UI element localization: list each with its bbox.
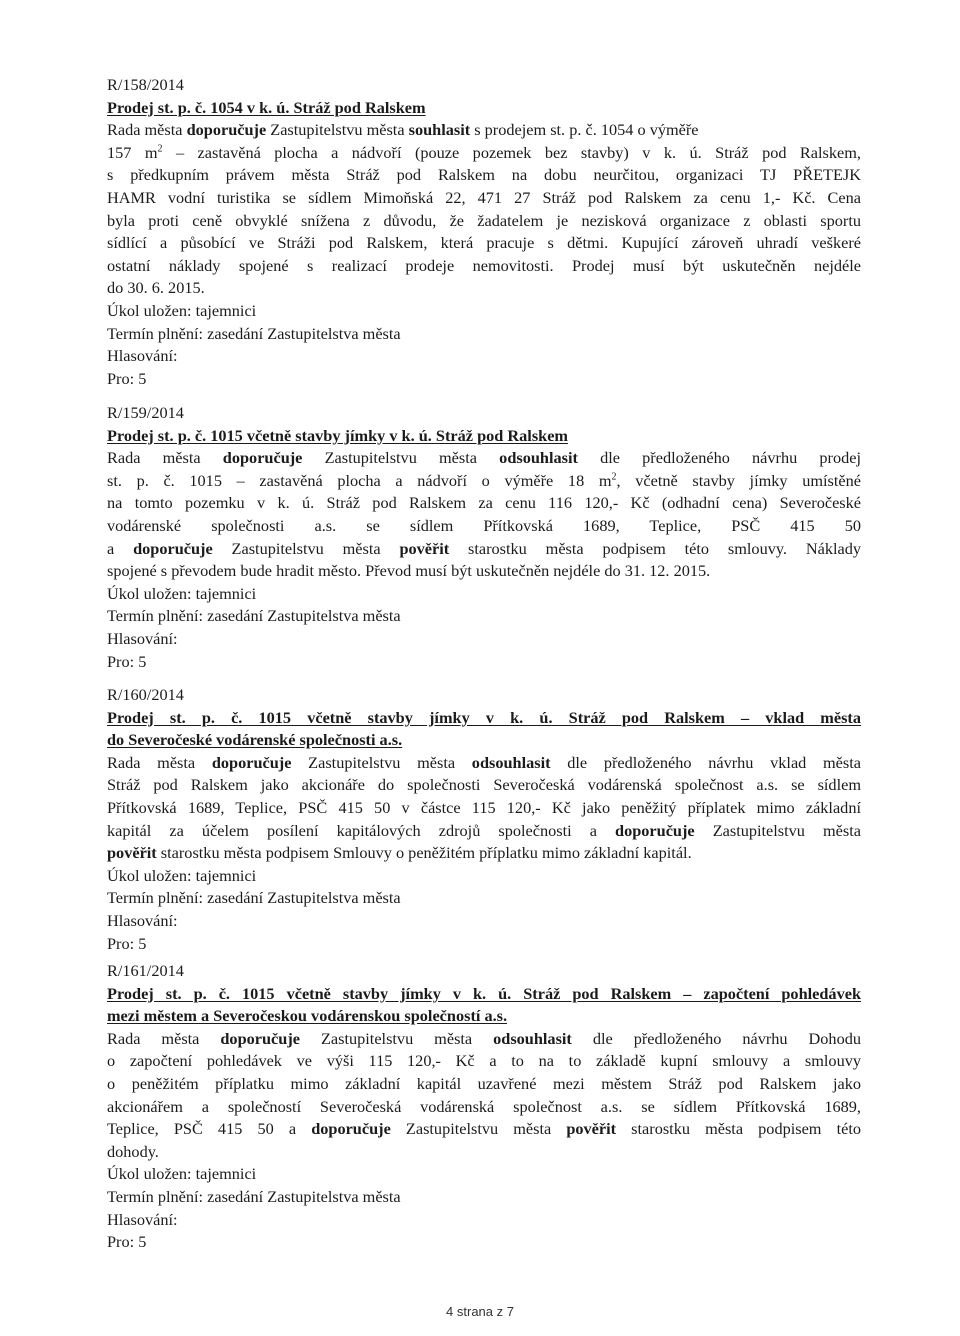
text-run: Zastupitelstvu města <box>694 820 861 840</box>
text-run: , včetně stavby jímky umístěné <box>616 470 861 490</box>
resolution-text-line <box>107 187 861 210</box>
text-run: dle předloženého návrhu Dohodu <box>571 1028 861 1048</box>
superscript: 2 <box>157 143 163 155</box>
bold-text-run: odsouhlasit <box>499 448 578 468</box>
voting-label: Hlasování: <box>107 628 178 648</box>
resolution-text-line <box>107 164 861 187</box>
text-run: Rada města <box>107 120 187 140</box>
resolution-text-line <box>107 752 861 775</box>
resolution-text-line <box>107 820 861 843</box>
voting-pro: Pro: 5 <box>107 651 147 671</box>
text-run: dle předloženého návrhu prodej <box>577 448 862 468</box>
text-run: – zastavěná plocha a nádvoří (pouze pozemek bez stavby) v k. ú. Stráž pod Ralskem, <box>162 142 861 162</box>
resolution-text-line <box>107 515 861 538</box>
resolution-number: R/159/2014 <box>107 403 184 422</box>
bold-text-run: pověřit <box>107 843 157 863</box>
resolution-text-line <box>107 560 861 583</box>
text-run: Rada města <box>107 1028 221 1048</box>
bold-text-run: odsouhlasit <box>493 1028 572 1048</box>
deadline: Termín plnění: zasedání Zastupitelstva města <box>107 1186 401 1206</box>
resolution-text-line <box>107 470 861 493</box>
bold-text-run: doporučuje <box>211 752 292 772</box>
bold-text-run: pověřit <box>566 1119 617 1139</box>
text-run: Rada města <box>107 752 212 772</box>
text-run: o započtení pohledávek ve výši 115 120,- Kč a to na to základě kupní smlouvy a smlouvy <box>107 1051 861 1071</box>
text-run: do 30. 6. 2015. <box>107 278 205 298</box>
text-run: Zastupitelstvu města <box>266 120 409 140</box>
text-run: o peněžitém příplatku mimo základní kapitál uzavřené mezi městem Stráž pod Ralskem jako <box>107 1073 861 1093</box>
text-run: dle předloženého návrhu vklad města <box>550 752 861 772</box>
resolution-text-line <box>107 1141 861 1164</box>
resolution-text-line <box>107 142 861 165</box>
bold-text-run: doporučuje <box>222 448 303 468</box>
resolution-text-line <box>107 1073 861 1096</box>
resolution-158 <box>107 74 861 390</box>
resolution-161 <box>107 960 861 1254</box>
resolution-text-line <box>107 538 861 561</box>
resolution-title: do Severočeské vodárenské společnosti a.s. <box>107 730 403 750</box>
text-run: st. p. č. 1015 – zastavěná plocha a nádvoří o výměře 18 m <box>107 470 612 490</box>
resolution-text-line <box>107 119 861 142</box>
resolution-text-line <box>107 492 861 515</box>
resolution-text-line <box>107 277 861 300</box>
text-run: s předkupním právem města Stráž pod Ralskem na dobu neurčitou, organizaci TJ PŘETEJK <box>107 165 861 185</box>
text-run: Zastupitelstvu města <box>390 1119 567 1139</box>
voting-pro: Pro: 5 <box>107 933 147 953</box>
task-assigned: Úkol uložen: tajemnici <box>107 865 257 885</box>
text-run: Zastupitelstvu města <box>291 752 472 772</box>
text-run: Rada města <box>107 448 223 468</box>
page-number: 4 strana z 7 <box>446 1304 514 1319</box>
text-run: akcionářem a společností Severočeská vodárenská společnost a.s. se sídlem Přítkovská 1689, <box>107 1096 861 1116</box>
task-assigned: Úkol uložen: tajemnici <box>107 583 257 603</box>
text-run: na tomto pozemku v k. ú. Stráž pod Ralskem za cenu 116 120,- Kč (odhadní cena) Severočeské <box>107 493 861 513</box>
voting-pro: Pro: 5 <box>107 368 147 388</box>
voting-label: Hlasování: <box>107 910 178 930</box>
text-run: HAMR vodní turistika se sídlem Mimoňská 22, 471 27 Stráž pod Ralskem za cenu 1,- Kč. Cena <box>107 187 861 207</box>
text-run: starostku města podpisem Smlouvy o peněžitém příplatku mimo základní kapitál. <box>156 843 692 863</box>
text-run: 157 m <box>107 142 158 162</box>
text-run: Zastupitelstvu města <box>299 1028 494 1048</box>
text-run: vodárenské společnosti a.s. se sídlem Přítkovská 1689, Teplice, PSČ 415 50 <box>107 515 861 535</box>
voting-label: Hlasování: <box>107 346 178 366</box>
text-run: Stráž pod Ralskem jako akcionáře do společnosti Severočeská vodárenská společnost a.s. se sídlem <box>107 775 861 795</box>
voting-label: Hlasování: <box>107 1209 178 1229</box>
task-assigned: Úkol uložen: tajemnici <box>107 300 257 320</box>
resolution-number: R/160/2014 <box>107 685 184 704</box>
text-run: Zastupitelstvu města <box>302 448 500 468</box>
bold-text-run: doporučuje <box>220 1028 300 1048</box>
text-run: Zastupitelstvu města <box>212 538 400 558</box>
text-run: ostatní náklady spojené s realizací prodeje nemovitosti. Prodej musí být uskutečněn nejdéle <box>107 255 861 275</box>
text-run: starostku města podpisem této smlouvy. Náklady <box>449 538 862 558</box>
resolution-text-line <box>107 1096 861 1119</box>
text-run: a <box>107 538 134 558</box>
resolution-text-line <box>107 774 861 797</box>
text-run: Přítkovská 1689, Teplice, PSČ 415 50 v částce 115 120,- Kč jako peněžitý příplatek mimo základní <box>107 797 861 817</box>
resolution-text-line <box>107 797 861 820</box>
deadline: Termín plnění: zasedání Zastupitelstva města <box>107 888 401 908</box>
resolution-text-line <box>107 255 861 278</box>
resolution-159 <box>107 402 861 673</box>
bold-text-run: doporučuje <box>615 820 695 840</box>
text-run: kapitál za účelem posílení kapitálových zdrojů společnosti a <box>107 820 616 840</box>
resolution-title: Prodej st. p. č. 1054 v k. ú. Stráž pod Ralskem <box>107 97 426 117</box>
resolution-number: R/158/2014 <box>107 75 184 94</box>
resolution-text-line <box>107 210 861 233</box>
text-run: sídlící a působící ve Stráži pod Ralskem, která pracuje s dětmi. Kupující zároveň uhradí veškeré <box>107 233 861 253</box>
text-run: Teplice, PSČ 415 50 a <box>107 1119 312 1139</box>
bold-text-run: odsouhlasit <box>471 752 551 772</box>
resolution-title: Prodej st. p. č. 1015 včetně stavby jímky v k. ú. Stráž pod Ralskem <box>107 425 568 445</box>
text-run: dohody. <box>107 1141 159 1161</box>
resolution-text-line <box>107 232 861 255</box>
bold-text-run: souhlasit <box>408 120 471 140</box>
text-run: starostku města podpisem této <box>616 1119 861 1139</box>
bold-text-run: pověřit <box>399 538 450 558</box>
text-run: s prodejem st. p. č. 1054 o výměře <box>470 120 699 140</box>
deadline: Termín plnění: zasedání Zastupitelstva města <box>107 606 401 626</box>
bold-text-run: doporučuje <box>311 1119 391 1139</box>
resolution-text-line <box>107 842 861 865</box>
bold-text-run: doporučuje <box>186 120 267 140</box>
bold-text-run: doporučuje <box>133 538 213 558</box>
text-run: spojené s převodem bude hradit město. Převod musí být uskutečněn nejdéle do 31. 12. 2015. <box>107 561 711 581</box>
superscript: 2 <box>611 471 617 483</box>
resolution-text-line <box>107 1028 861 1051</box>
resolution-title: Prodej st. p. č. 1015 včetně stavby jímky v k. ú. Stráž pod Ralskem – započtení pohledávek <box>107 983 861 1003</box>
resolution-text-line <box>107 1050 861 1073</box>
resolution-number: R/161/2014 <box>107 961 184 980</box>
resolution-title: mezi městem a Severočeskou vodárenskou společností a.s. <box>107 1006 508 1026</box>
text-run: byla proti ceně obvyklé snížena z důvodu, že žadatelem je nezisková organizace z oblasti sportu <box>107 210 861 230</box>
task-assigned: Úkol uložen: tajemnici <box>107 1164 257 1184</box>
resolution-text-line <box>107 1118 861 1141</box>
voting-pro: Pro: 5 <box>107 1232 147 1252</box>
resolution-text-line <box>107 447 861 470</box>
resolution-160 <box>107 684 861 955</box>
deadline: Termín plnění: zasedání Zastupitelstva města <box>107 323 401 343</box>
resolution-title: Prodej st. p. č. 1015 včetně stavby jímky v k. ú. Stráž pod Ralskem – vklad města <box>107 707 861 727</box>
